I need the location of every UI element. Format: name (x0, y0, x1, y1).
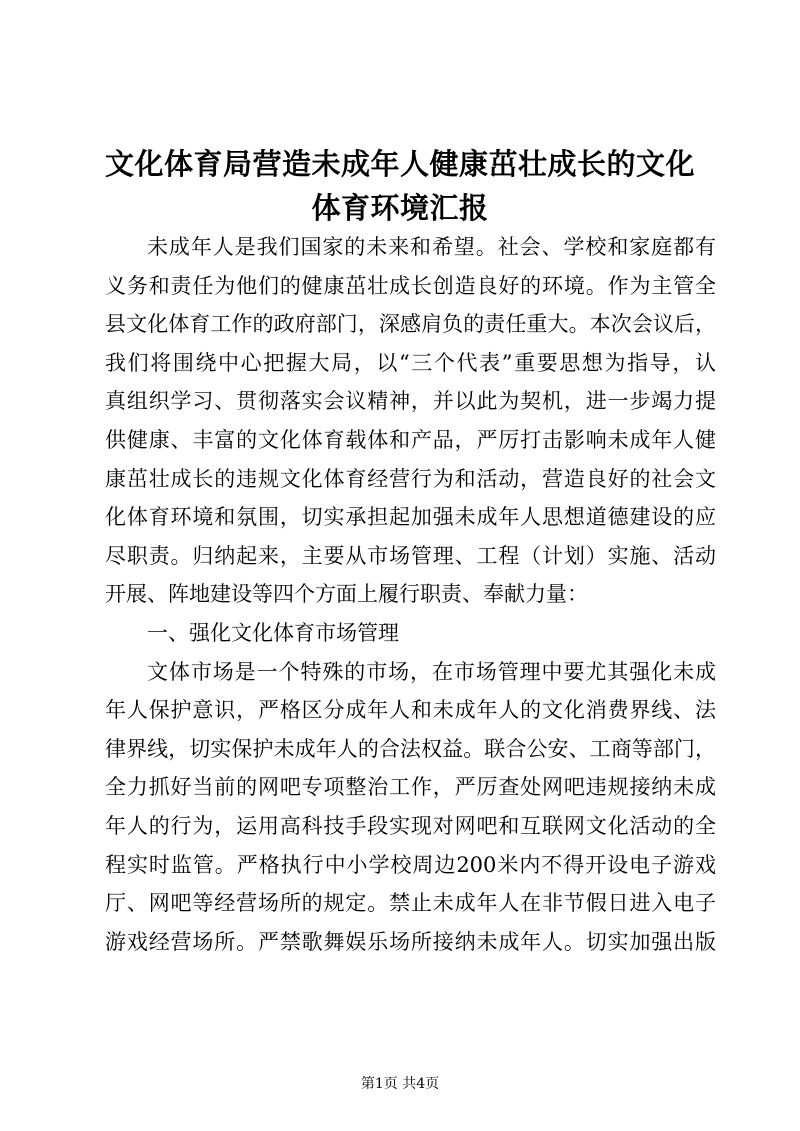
paragraph-1-line-3: 县文化体育工作的政府部门，深感肩负的责任重大。本次会议后， (105, 312, 716, 337)
title-line-1: 文化体育局营造未成年人健康茁壮成长的文化 (104, 147, 695, 181)
paragraph-1-line-6: 供健康、丰富的文化体育载体和产品，严厉打击影响未成年人健 (105, 427, 716, 452)
section-heading-1: 一、强化文化体育市场管理 (147, 620, 399, 645)
paragraph-2-line-7: 厅、网吧等经营场所的规定。禁止未成年人在非节假日进入电子 (105, 891, 716, 916)
paragraph-1-line-7: 康茁壮成长的违规文化体育经营行为和活动，营造良好的社会文 (105, 466, 716, 491)
paragraph-2-line-3: 律界线，切实保护未成年人的合法权益。联合公安、工商等部门， (105, 736, 716, 761)
paragraph-1-line-5: 真组织学习、贯彻落实会议精神，并以此为契机，进一步竭力提 (105, 389, 716, 414)
paragraph-1-line-2: 义务和责任为他们的健康茁壮成长创造良好的环境。作为主管全 (105, 273, 716, 298)
paragraph-1-line-8: 化体育环境和氛围，切实承担起加强未成年人思想道德建设的应 (105, 505, 716, 530)
paragraph-1-line-1: 未成年人是我们国家的未来和希望。社会、学校和家庭都有 (147, 235, 716, 259)
page-footer: 第1页 共4页 (360, 1076, 440, 1092)
document-title (100, 142, 700, 230)
paragraph-1-line-4: 我们将围绕中心把握大局，以“三个代表”重要思想为指导，认 (105, 350, 716, 375)
title-line-2: 体育环境汇报 (311, 191, 489, 225)
paragraph-1-line-10: 开展、阵地建设等四个方面上履行职责、奉献力量： (105, 582, 588, 607)
paragraph-1-line-9: 尽职责。归纳起来，主要从市场管理、工程（计划）实施、活动 (105, 543, 716, 568)
document-body (105, 228, 716, 961)
paragraph-2-line-2: 年人保护意识，严格区分成年人和未成年人的文化消费界线、法 (105, 698, 716, 723)
paragraph-2-line-8: 游戏经营场所。严禁歌舞娱乐场所接纳未成年人。切实加强出版 (105, 929, 716, 954)
paragraph-2-line-5: 年人的行为，运用高科技手段实现对网吧和互联网文化活动的全 (105, 813, 716, 838)
paragraph-2-line-1: 文体市场是一个特殊的市场，在市场管理中要尤其强化未成 (147, 659, 716, 684)
paragraph-2-line-6: 程实时监管。严格执行中小学校周边200米内不得开设电子游戏 (105, 852, 716, 877)
paragraph-2-line-4: 全力抓好当前的网吧专项整治工作，严厉查处网吧违规接纳未成 (105, 775, 716, 800)
